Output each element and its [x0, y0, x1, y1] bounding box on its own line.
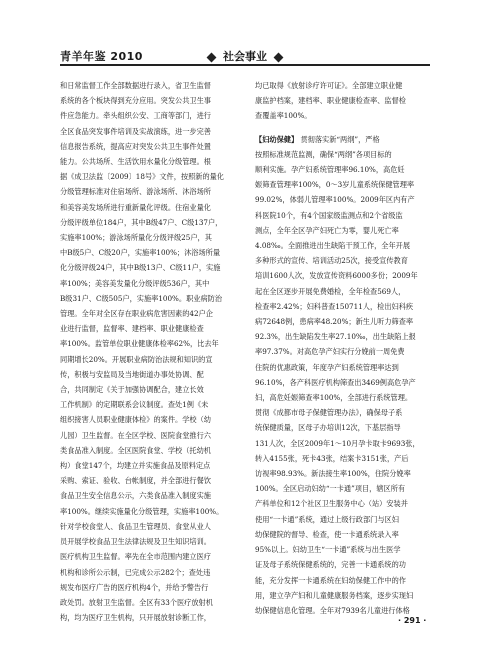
text-line: 组织接害人员职业健康体检》的案件。学校（幼 — [60, 415, 211, 425]
text-line: B级31户、C级505户，实施率100%。职业病防治 — [60, 293, 223, 303]
text-line: 测点，全年全区孕产妇死亡为零，婴儿死亡率 — [255, 225, 399, 235]
text-line: 政处罚。放射卫生监督。全区有33个医疗放射机 — [60, 597, 213, 607]
text-line: 均已取得《放射诊疗许可证》。全部建立职业健 — [255, 81, 403, 90]
diamond-right-icon — [273, 52, 283, 62]
text-line: 食品卫生安全信息公示，六类食品准入制度实施 — [60, 491, 211, 501]
text-line: 96.10%，各产科医疗机构筛查出3469例高危孕产 — [255, 377, 416, 387]
text-line: 机构和诊所公示制，已完成公示282个；查处违 — [60, 567, 211, 577]
text-line: 率100%。继续实施量化分级管理，实施率100%。 — [60, 506, 224, 516]
text-line: 率100%。监管单位职业健康体检率62%，比去年 — [60, 339, 219, 349]
text-line: 查覆盖率100%。 — [255, 111, 312, 121]
text-line: 传，积极与安监局及当地街道办事处协调、配 — [60, 369, 204, 379]
text-line: 按照标准规范监测，确保“两纲”各项目标的 — [255, 149, 392, 159]
text-line: 全区食品突发事件培训及实战演练，进一步完善 — [60, 126, 211, 136]
left-column — [60, 78, 235, 625]
text-line: 合，共同制定《关于加强协调配合，建立长效 — [60, 385, 204, 395]
page-header — [60, 44, 430, 68]
text-line: 据《成卫法监〔2009〕18号》文件，按照新的量化 — [60, 172, 225, 182]
radiation-continuation — [255, 78, 430, 124]
text-line: 100%。全区启动妇幼“一卡通”项目，辖区所有 — [255, 484, 406, 494]
text-line: 信息报告系统，提高应对突发公共卫生事件处置 — [60, 141, 211, 151]
text-line: 件应急能力。牵头组织公安、工商等部门，进行 — [60, 111, 211, 121]
text-line: 系统的各个板块得到充分应用。突发公共卫生事 — [60, 96, 211, 106]
text-line: 管理。全年对全区存在职业病危害因素的42户企 — [60, 309, 213, 319]
text-line: 产科单位和12个社区卫生服务中心（站）安装并 — [255, 499, 408, 509]
text-line: 4.08‰。全面推进出生缺陷干预工作，全年开展 — [255, 241, 411, 251]
text-line: 实施率100%；游泳场所量化分级评级25户，其 — [60, 233, 212, 243]
text-line: 同期增长20%。开展职业病防治法规和知识的宣 — [60, 354, 213, 364]
text-line: 幼保健信息化管理。全年对7939名儿童进行体格 — [255, 605, 410, 615]
text-line: 医疗机构卫生监督。率先在全市范围内建立医疗 — [60, 552, 211, 562]
maternal-label: 【妇幼保健】 — [255, 134, 299, 144]
text-line: 131人次，全区2009年1～10月孕卡取卡9693张， — [255, 438, 420, 448]
section-title-wrapper — [60, 48, 430, 64]
text-line: 统保健质量，区母子办培训12次，下基层指导 — [255, 423, 401, 433]
maternal-body — [255, 147, 430, 618]
text-line: 妇，高危妊娠筛查率100%，全部进行系统管理。 — [255, 393, 413, 403]
text-line: 用，建立孕产妇和儿童健康服务档案，逐步实现妇 — [255, 590, 414, 600]
text-line: 儿园）卫生监督。在全区学校、医院食堂推行六 — [60, 430, 211, 440]
text-line: 员开展学校食品卫生法律法规及卫生知识培训。 — [60, 537, 211, 547]
text-line: 和日常监督工作全部数据进行录入，省卫生监督 — [60, 81, 211, 90]
text-line: 99.02%，体弱儿管理率100%。2009年区内有产 — [255, 195, 415, 205]
maternal-heading-line — [255, 132, 430, 147]
text-line: 检查率2.42%；妇科普查150711人，检出妇科疾 — [255, 301, 414, 311]
text-line: 针对学校食堂人、食品卫生管理员、食堂从业人 — [60, 521, 211, 531]
text-line: 科医院10个，有4个国家级监测点和2个省级监 — [255, 210, 403, 220]
text-line: 化分级评级24户，其中B级13户、C级11户，实施 — [60, 263, 221, 273]
text-line: 92.3%，出生缺陷发生率27.10‰，出生缺陷上报 — [255, 332, 416, 342]
text-line: 构）食堂147个，均建立并实施食品及原料定点 — [60, 461, 211, 471]
text-line: 顺利实施。孕产妇系统管理率96.10%，高危妊 — [255, 165, 405, 175]
right-column — [255, 78, 430, 618]
text-line: 住院的优惠政策，年度孕产妇系统管理率达到 — [255, 362, 399, 372]
text-line: 转入4155张，死卡43张，结案卡3151张，产后 — [255, 453, 409, 463]
text-line: 工作机制》的定期联系会议制度。查处1例《未 — [60, 400, 209, 410]
text-line: 培训1600人次，发放宣传资料6000多份；2009年 — [255, 271, 418, 281]
text-line: 多种形式的宣传、培训活动25次，接受宣传教育 — [255, 256, 408, 266]
text-line: 娠筛查管理率100%，0～3岁儿童系统保健管理率 — [255, 180, 415, 190]
text-line: 能，充分发挥一卡通系统在妇幼保健工作中的作 — [255, 575, 406, 585]
diamond-left-icon — [207, 52, 217, 62]
header-rule — [60, 64, 430, 66]
maternal-first-line: 贯彻落实新“两纲”，严格 — [300, 134, 380, 144]
text-line: 规发布医疗广告的医疗机构4个，并给予警告行 — [60, 582, 209, 592]
text-line: 访视率98.93%。新法接生率100%，住院分娩率 — [255, 469, 411, 479]
text-line: 能力。公共场所、生活饮用水量化分级管理。根 — [60, 157, 211, 167]
text-line: 证及母子系统保健系统的，完善一卡通系统的功 — [255, 560, 406, 570]
text-line: 分级管理标准对住宿场所、游泳场所、沐浴场所 — [60, 187, 211, 197]
yearbook-title: 青羊年鉴 2010 — [60, 50, 143, 63]
text-line: 贯彻《成都市母子保健管理办法》，确保母子系 — [255, 408, 403, 418]
text-line: 率97.37%。对高危孕产妇实行分娩前一周免费 — [255, 347, 405, 357]
text-line: 使用“一卡通”系统，通过上级行政部门与区妇 — [255, 514, 399, 524]
text-line: 业进行监督，监督率、建档率、职业健康检查 — [60, 324, 204, 334]
text-line: 中B级5户、C级20户，实施率100%；沐浴场所量 — [60, 248, 221, 258]
text-line: 构，均为医疗卫生机构，只开展放射诊断工作， — [60, 613, 211, 623]
page-number: · 291 · — [398, 616, 427, 625]
text-line: 幼保健院的督导、检查，使一卡通系统录入率 — [255, 529, 399, 539]
section-title: 社会事业 — [223, 50, 267, 63]
text-line: 病72648例，患病率48.20%；新生儿听力筛查率 — [255, 317, 414, 327]
text-line: 95%以上。妇幼卫生“一卡通”系统与出生医学 — [255, 545, 401, 555]
text-line: 康监护档案，建档率、职业健康检查率、监督检 — [255, 96, 406, 106]
text-line: 和美容美发场所进行重新量化评级。住宿业量化 — [60, 202, 211, 212]
text-line: 类食品准入制度。全区医院食堂、学校（托幼机 — [60, 445, 211, 455]
text-line: 率100%；美容美发量化分级评级536户，其中 — [60, 278, 210, 288]
text-line: 采购、索证、验收、台帐制度，并全部进行餐饮 — [60, 476, 211, 486]
text-line: 分级评级单位184户，其中B级47户、C级137户， — [60, 217, 223, 227]
text-line: 起在全区逐步开展免费婚检，全年检查569人， — [255, 286, 406, 296]
